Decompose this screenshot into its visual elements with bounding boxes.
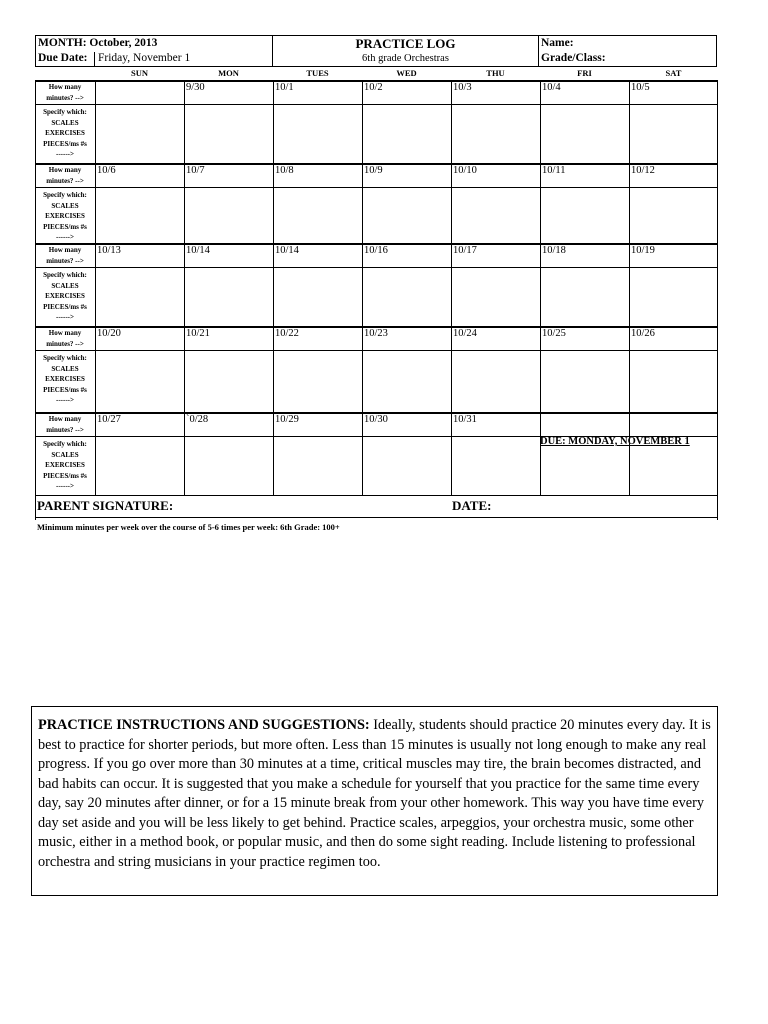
day-header-5: FRI	[577, 68, 592, 78]
day-cell-date[interactable]: 10/1	[275, 82, 294, 93]
specify-label-line: EXERCISES	[45, 461, 85, 469]
minutes-row-label	[35, 82, 95, 103]
day-cell-date[interactable]: 10/22	[275, 328, 299, 339]
minutes-row-label	[35, 245, 95, 266]
practice-grid	[35, 80, 717, 520]
due-note: DUE: MONDAY, NOVEMBER 1	[540, 436, 690, 447]
day-cell-date[interactable]: 10/16	[364, 245, 388, 256]
day-cell-date[interactable]: 10/7	[186, 165, 205, 176]
day-cell-date[interactable]: 10/2	[364, 82, 383, 93]
day-cell-date[interactable]: 10/14	[186, 245, 210, 256]
day-cell-date[interactable]: `0/28	[186, 414, 209, 425]
grid-row-line	[35, 267, 717, 268]
day-cell-date[interactable]: 10/3	[453, 82, 472, 93]
day-cell-date[interactable]: 10/4	[542, 82, 561, 93]
specify-label-line: SCALES	[51, 364, 79, 373]
minutes-label-line: How many	[48, 166, 82, 174]
specify-label-line: ------>	[56, 313, 74, 321]
specify-label-line: Specify which:	[43, 354, 87, 362]
minutes-label-line: minutes? -->	[46, 93, 84, 102]
page-subtitle: 6th grade Orchestras	[362, 53, 449, 64]
minutes-row-label	[35, 328, 95, 349]
minutes-label-line: How many	[48, 415, 82, 423]
grid-column-line	[273, 80, 274, 495]
minutes-label-line: minutes? -->	[46, 256, 84, 265]
minutes-label-line: minutes? -->	[46, 425, 84, 434]
specify-row-label	[35, 353, 95, 406]
specify-label-line: PIECES/ms #s	[43, 385, 87, 394]
specify-label-line: ------>	[56, 150, 74, 158]
specify-label-line: Specify which:	[43, 108, 87, 116]
specify-label-line: EXERCISES	[45, 375, 85, 383]
grid-column-line	[540, 80, 541, 495]
minutes-label-line: minutes? -->	[46, 176, 84, 185]
specify-label-line: EXERCISES	[45, 129, 85, 137]
grid-row-line	[35, 350, 717, 351]
specify-label-line: SCALES	[51, 281, 79, 290]
day-cell-date[interactable]: 10/30	[364, 414, 388, 425]
due-date-label: Due Date:	[38, 52, 88, 64]
specify-label-line: ------>	[56, 233, 74, 241]
day-header-4: THU	[486, 68, 505, 78]
day-cell-date[interactable]: 10/13	[97, 245, 121, 256]
day-cell-date[interactable]: 10/19	[631, 245, 655, 256]
specify-label-line: EXERCISES	[45, 292, 85, 300]
day-cell-date[interactable]: 10/20	[97, 328, 121, 339]
day-header-0: SUN	[130, 68, 148, 78]
day-header-2: TUES	[306, 68, 329, 78]
specify-label-line: SCALES	[51, 201, 79, 210]
specify-row-label	[35, 439, 95, 492]
minutes-label-line: How many	[48, 246, 82, 254]
day-cell-date[interactable]: 10/23	[364, 328, 388, 339]
month-cell	[36, 36, 273, 66]
specify-label-line: SCALES	[51, 450, 79, 459]
title-cell	[273, 36, 539, 66]
specify-row-label	[35, 107, 95, 160]
student-cell[interactable]	[539, 36, 716, 66]
grade-class-field[interactable]: Grade/Class:	[541, 52, 606, 64]
specify-label-line: PIECES/ms #s	[43, 302, 87, 311]
day-header-3: WED	[396, 68, 417, 78]
day-cell-date[interactable]: 10/9	[364, 165, 383, 176]
grid-row-line	[35, 187, 717, 188]
grid-column-line	[451, 80, 452, 495]
day-cell-date[interactable]: 10/27	[97, 414, 121, 425]
specify-label-line: ------>	[56, 482, 74, 490]
day-cell-date[interactable]: 10/31	[453, 414, 477, 425]
day-cell-date[interactable]: 10/6	[97, 165, 116, 176]
day-cell-date[interactable]: 10/11	[542, 165, 566, 176]
specify-label-line: Specify which:	[43, 191, 87, 199]
grid-column-line	[362, 80, 363, 495]
instructions-body: Ideally, students should practice 20 minutes every day. It is best to practice for shorter periods, but more often. Less than 15 minutes is usually not long enough to make any real progress. If you go over more than 30 minutes at a time, critical muscles may tire, the brain becomes distracted, and bad habits can occur. It is suggested that you make a schedule for yourself that you practice for the same time every day, say 20 minutes after dinner, or for a 15 minute break from your other homework. This way you have time every day set aside and you will be less likely to get behind. Practice scales, arpeggios, your orchestra music, some other music, either in a method book, or popular music, and then do some sight reading. Include listening to professional orchestra and string musicians in your practice regimen too.	[38, 717, 711, 870]
day-cell-date[interactable]: 10/14	[275, 245, 299, 256]
specify-label-line: Specify which:	[43, 440, 87, 448]
grid-row-line	[35, 436, 717, 437]
log-header	[35, 35, 717, 67]
specify-label-line: ------>	[56, 396, 74, 404]
specify-label-line: PIECES/ms #s	[43, 222, 87, 231]
parent-signature-label: PARENT SIGNATURE:	[37, 498, 174, 513]
grid-column-line	[95, 80, 96, 495]
page-title: PRACTICE LOG	[355, 36, 456, 51]
specify-label-line: PIECES/ms #s	[43, 471, 87, 480]
day-header-1: MON	[218, 68, 239, 78]
signature-row[interactable]	[35, 495, 717, 517]
name-field[interactable]: Name:	[541, 37, 574, 49]
day-cell-date[interactable]: 10/24	[453, 328, 477, 339]
grid-column-line	[629, 80, 630, 495]
minutes-row-label	[35, 165, 95, 186]
minutes-label-line: How many	[48, 83, 82, 91]
day-cell-date[interactable]: 10/17	[453, 245, 477, 256]
grid-column-line	[184, 80, 185, 495]
grid-row-line	[35, 517, 717, 518]
day-cell-date[interactable]: 10/25	[542, 328, 566, 339]
specify-label-line: EXERCISES	[45, 212, 85, 220]
specify-label-line: SCALES	[51, 118, 79, 127]
signature-date-label: DATE:	[452, 498, 492, 513]
day-cell-date[interactable]: 10/10	[453, 165, 477, 176]
day-header-6: SAT	[665, 68, 682, 78]
day-cell-date[interactable]: 10/29	[275, 414, 299, 425]
day-cell-date[interactable]: 10/26	[631, 328, 655, 339]
grid-row-line	[35, 104, 717, 105]
day-cell-date[interactable]: 10/18	[542, 245, 566, 256]
specify-row-label	[35, 190, 95, 243]
day-cell-date[interactable]: 9/30	[186, 82, 205, 93]
day-cell-date[interactable]: 10/12	[631, 165, 655, 176]
specify-label-line: Specify which:	[43, 271, 87, 279]
grid-column-line	[717, 80, 718, 520]
minutes-row-label	[35, 414, 95, 435]
day-cell-date[interactable]: 10/8	[275, 165, 294, 176]
minutes-label-line: minutes? -->	[46, 339, 84, 348]
month-label: MONTH: October, 2013	[38, 37, 158, 49]
due-date-value[interactable]: Friday, November 1	[94, 52, 190, 67]
minutes-label-line: How many	[48, 329, 82, 337]
specify-row-label	[35, 270, 95, 323]
day-cell-date[interactable]: 10/21	[186, 328, 210, 339]
instructions-box	[31, 706, 718, 896]
minimum-minutes-note: Minimum minutes per week over the course of 5-6 times per week: 6th Grade: 100+	[37, 522, 340, 532]
day-cell-date[interactable]: 10/5	[631, 82, 650, 93]
instructions-heading: PRACTICE INSTRUCTIONS AND SUGGESTIONS:	[38, 717, 370, 733]
specify-label-line: PIECES/ms #s	[43, 139, 87, 148]
